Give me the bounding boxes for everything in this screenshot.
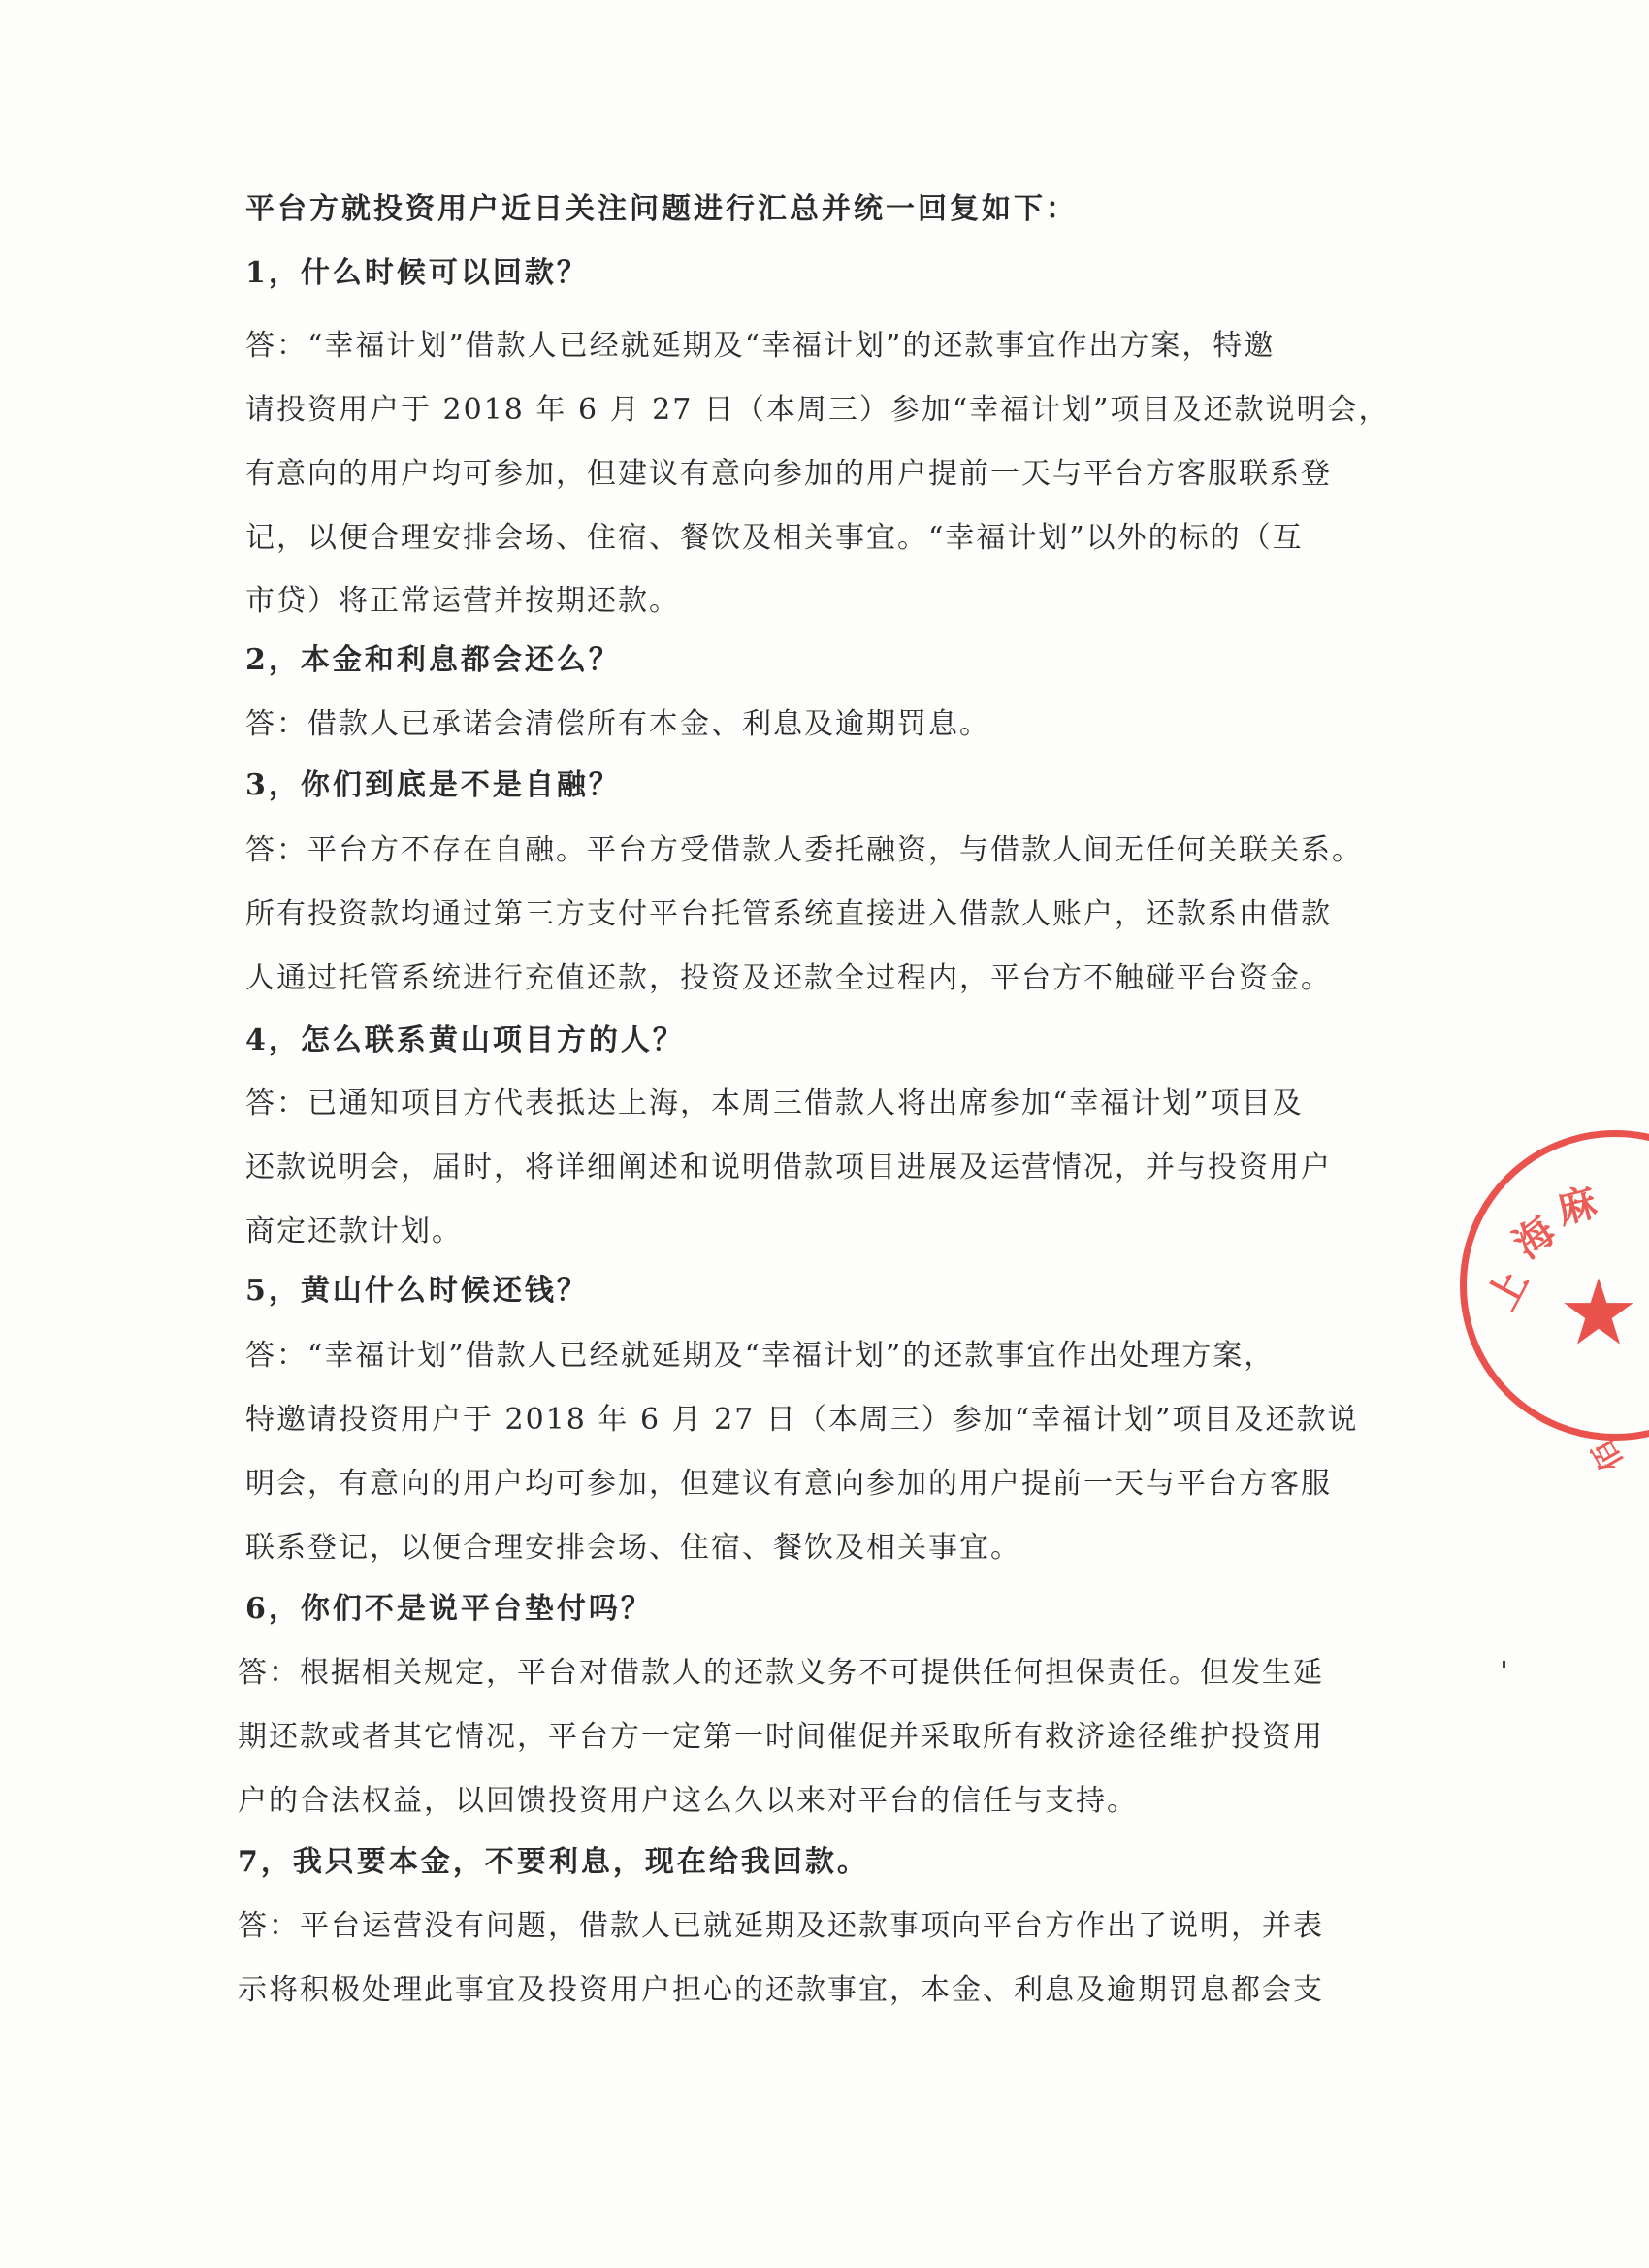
answer-6-line-3: 户的合法权益，以回馈投资用户这么久以来对平台的信任与支持。 [238, 1784, 1138, 1818]
answer-4-line-1: 答：已通知项目方代表抵达上海，本周三借款人将出席参加“幸福计划”项目及 [245, 1086, 1304, 1120]
question-3: 3，你们到底是不是自融？ [245, 768, 621, 802]
question-7: 7，我只要本金，不要利息，现在给我回款。 [238, 1845, 869, 1879]
seal-char-1: 上 [1479, 1262, 1537, 1318]
question-2: 2，本金和利息都会还么？ [245, 643, 621, 677]
question-1: 1，什么时候可以回款？ [245, 256, 589, 290]
answer-4-line-2: 还款说明会，届时，将详细阐述和说明借款项目进展及运营情况，并与投资用户 [245, 1150, 1332, 1184]
answer-3-line-1: 答：平台方不存在自融。平台方受借款人委托融资，与借款人间无任何关联关系。 [245, 833, 1363, 867]
intro-line: 平台方就投资用户近日关注问题进行汇总并统一回复如下： [245, 192, 1078, 226]
answer-7-line-1: 答：平台运营没有问题，借款人已就延期及还款事项向平台方作出了说明，并表 [238, 1909, 1324, 1943]
answer-1-line-5: 市贷）将正常运营并按期还款。 [245, 584, 680, 618]
answer-1-line-1: 答：“幸福计划”借款人已经就延期及“幸福计划”的还款事宜作出方案，特邀 [245, 329, 1276, 363]
seal-char-2: 海 [1505, 1208, 1565, 1268]
question-4: 4，怎么联系黄山项目方的人？ [245, 1023, 685, 1057]
answer-2-line-1: 答：借款人已承诺会清偿所有本金、利息及逾期罚息。 [245, 707, 990, 741]
answer-5-line-4: 联系登记，以便合理安排会场、住宿、餐饮及相关事宜。 [245, 1531, 1021, 1565]
question-5: 5，黄山什么时候还钱？ [245, 1274, 589, 1308]
answer-4-line-3: 商定还款计划。 [245, 1215, 463, 1248]
seal-star-icon [1562, 1276, 1635, 1349]
question-6: 6，你们不是说平台垫付吗？ [245, 1592, 653, 1626]
answer-5-line-2: 特邀请投资用户于 2018 年 6 月 27 日（本周三）参加“幸福计划”项目及还款说 [245, 1403, 1359, 1437]
answer-1-line-4: 记，以便合理安排会场、住宿、餐饮及相关事宜。“幸福计划”以外的标的（互 [245, 521, 1304, 555]
answer-6-line-2: 期还款或者其它情况，平台方一定第一时间催促并采取所有救济途径维护投资用 [238, 1720, 1324, 1754]
answer-7-line-2: 示将积极处理此事宜及投资用户担心的还款事宜，本金、利息及逾期罚息都会支 [238, 1973, 1324, 2007]
answer-5-line-3: 明会，有意向的用户均可参加，但建议有意向参加的用户提前一天与平台方客服 [245, 1467, 1332, 1501]
answer-5-line-1: 答：“幸福计划”借款人已经就延期及“幸福计划”的还款事宜作出处理方案， [245, 1339, 1276, 1373]
answer-1-line-2: 请投资用户于 2018 年 6 月 27 日（本周三）参加“幸福计划”项目及还款说明会， [245, 393, 1390, 427]
answer-3-line-2: 所有投资款均通过第三方支付平台托管系统直接进入借款人账户，还款系由借款 [245, 897, 1332, 931]
seal-char-4: 佰 [1586, 1434, 1631, 1476]
answer-6-line-1: 答：根据相关规定，平台对借款人的还款义务不可提供任何担保责任。但发生延 [238, 1656, 1324, 1690]
seal-char-3: 麻 [1552, 1180, 1601, 1234]
answer-3-line-3: 人通过托管系统进行充值还款，投资及还款全过程内，平台方不触碰平台资金。 [245, 961, 1332, 995]
scan-speck [1503, 1661, 1505, 1668]
answer-1-line-3: 有意向的用户均可参加，但建议有意向参加的用户提前一天与平台方客服联系登 [245, 457, 1332, 491]
